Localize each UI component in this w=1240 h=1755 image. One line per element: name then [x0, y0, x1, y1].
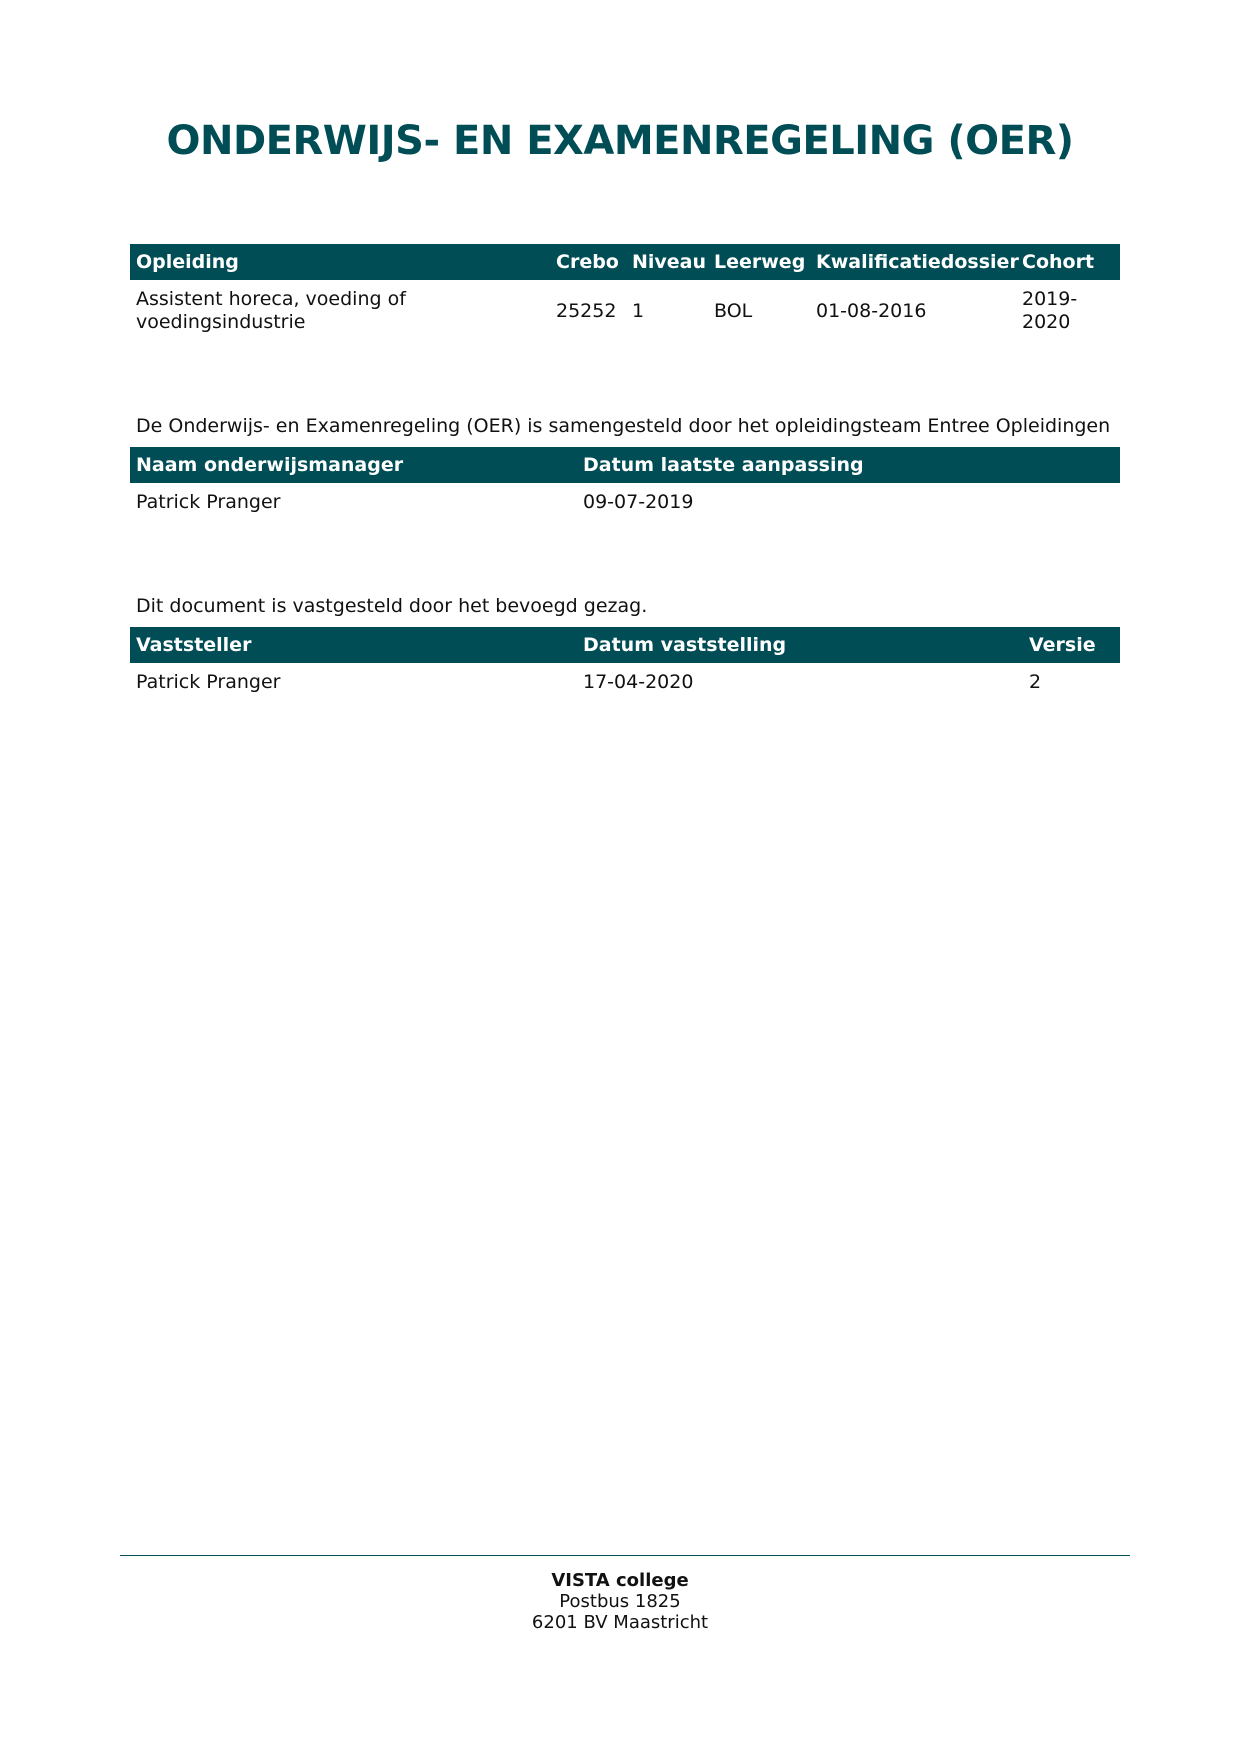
table-row	[130, 483, 1120, 522]
page-title: ONDERWIJS- EN EXAMENREGELING (OER)	[166, 118, 1074, 164]
cell-vaststeller: Patrick Pranger	[136, 671, 281, 693]
oer-intro-text: De Onderwijs- en Examenregeling (OER) is samengesteld door het opleidingsteam Entree Opleidingen	[136, 415, 1111, 437]
header-opleiding: Opleiding	[130, 244, 550, 280]
manager-table	[130, 447, 1120, 522]
cell-cohort: 2019-2020	[1022, 288, 1078, 333]
cell-crebo: 25252	[556, 299, 617, 322]
vaststelling-table-header	[130, 627, 1120, 663]
cell-leerweg: BOL	[714, 299, 753, 322]
header-versie: Versie	[1023, 627, 1120, 663]
cell-datum-vaststelling: 17-04-2020	[583, 671, 694, 693]
header-crebo: Crebo	[550, 244, 626, 280]
cell-naam-onderwijsmanager: Patrick Pranger	[136, 491, 281, 513]
header-naam-onderwijsmanager: Naam onderwijsmanager	[130, 447, 577, 483]
footer-organisation: VISTA college	[551, 1570, 689, 1591]
header-leerweg: Leerweg	[708, 244, 810, 280]
cell-niveau: 1	[632, 299, 645, 322]
table-row	[130, 663, 1120, 702]
opleiding-table	[130, 244, 1120, 342]
cell-versie: 2	[1029, 671, 1042, 693]
header-datum-laatste-aanpassing: Datum laatste aanpassing	[577, 447, 1120, 483]
vaststelling-table	[130, 627, 1120, 702]
table-row	[130, 280, 1120, 342]
header-kwalificatiedossier: Kwalificatiedossier	[810, 244, 1016, 280]
manager-table-header	[130, 447, 1120, 483]
footer-address: 6201 BV Maastricht	[531, 1612, 709, 1633]
footer-postbus: Postbus 1825	[559, 1591, 681, 1612]
cell-datum-laatste-aanpassing: 09-07-2019	[583, 491, 694, 513]
footer	[0, 1570, 1240, 1633]
opleiding-table-header	[130, 244, 1120, 280]
header-vaststeller: Vaststeller	[130, 627, 577, 663]
header-niveau: Niveau	[626, 244, 708, 280]
vastgesteld-intro-text: Dit document is vastgesteld door het bevoegd gezag.	[136, 595, 648, 617]
header-datum-vaststelling: Datum vaststelling	[577, 627, 1023, 663]
header-cohort: Cohort	[1016, 244, 1120, 280]
footer-divider	[120, 1555, 1130, 1556]
cell-opleiding: Assistent horeca, voeding of voedingsindustrie	[136, 288, 406, 333]
cell-kwalificatiedossier: 01-08-2016	[816, 299, 927, 322]
